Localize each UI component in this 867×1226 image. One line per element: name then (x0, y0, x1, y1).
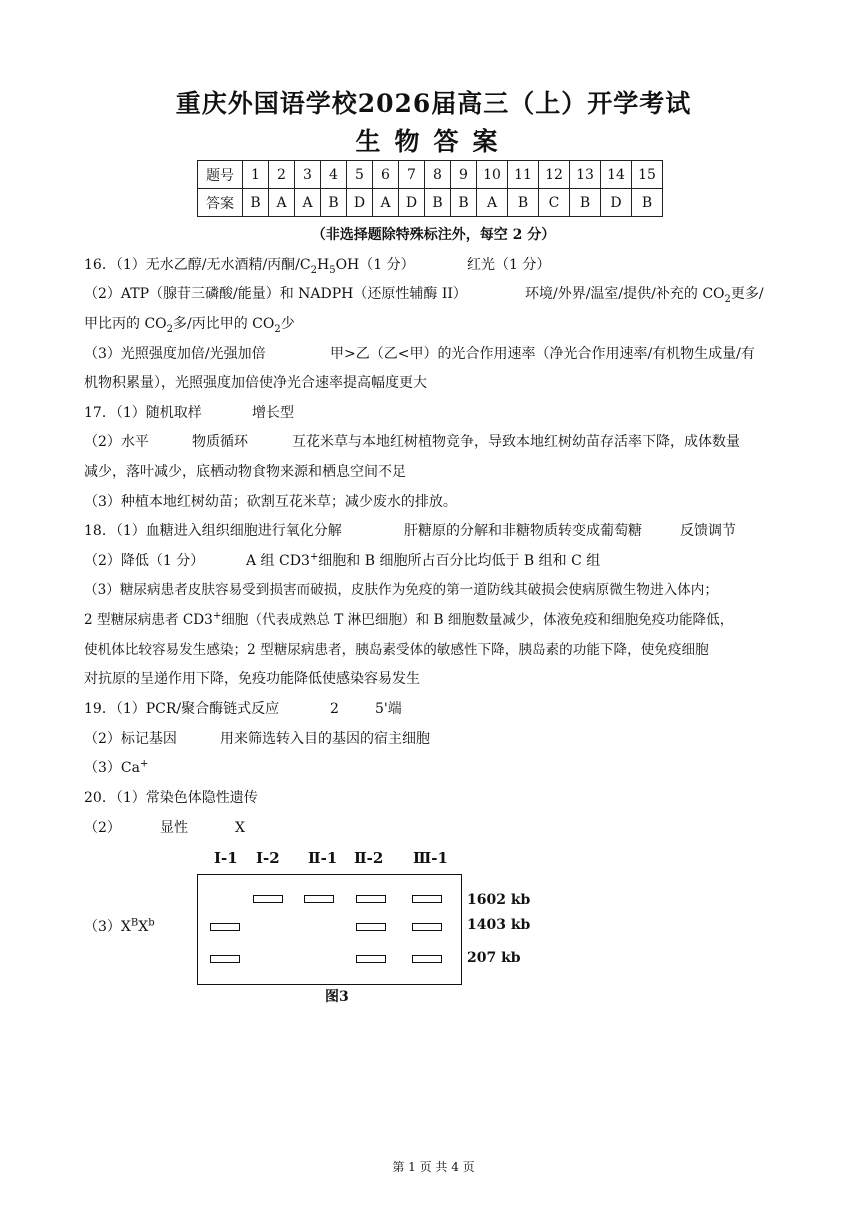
question-number-cell: 14 (601, 161, 632, 189)
size-marker-label: 1403 kb (467, 917, 531, 933)
question-number-cell: 2 (269, 161, 295, 189)
q17-line-4: （3）种植本地红树幼苗；砍割互花米草；减少废水的排放。 (84, 494, 457, 510)
question-number-cell: 11 (508, 161, 539, 189)
question-number-cell: 10 (477, 161, 508, 189)
answer-cell: A (477, 189, 508, 217)
q16-line-1: 16．（1）无水乙醇/无水酒精/丙酮$/C_2H_5OH(1$ 分） (84, 257, 415, 276)
answer-cell: C (539, 189, 570, 217)
question-number-cell: 6 (373, 161, 399, 189)
gel-band (412, 895, 442, 903)
size-marker-label: 207 kb (467, 950, 521, 966)
answer-cell: A (295, 189, 321, 217)
q19-line-1c: 5'端 (375, 701, 402, 717)
gel-band (356, 923, 386, 931)
gel-band (210, 955, 240, 963)
q20-line-2c: X (235, 820, 245, 836)
q16-line-3: 甲比丙的 $CO_2$多/丙比甲的 $CO_2$少 (84, 316, 295, 335)
gel-band (356, 895, 386, 903)
q20-line-2a: （2） (84, 820, 121, 836)
q17-line-3: 减少，落叶减少，底栖动物食物来源和栖息空间不足 (84, 464, 406, 480)
answer-cell: A (269, 189, 295, 217)
answer-row (198, 189, 663, 217)
answer-cell: B (425, 189, 451, 217)
q18-line-5: 使机体比较容易发生感染；2 型糖尿病患者，胰岛素受体的敏感性下降，胰岛素的功能下降，使免疫细胞 (84, 642, 709, 658)
size-marker-label: 1602 kb (467, 892, 531, 908)
q16-line-1-answer-2: 红光（1 分） (467, 257, 551, 273)
answer-cell: D (399, 189, 425, 217)
lane-label: Ⅰ-2 (256, 849, 280, 867)
q16-line-4b: 甲>乙（乙<甲）的光合作用速率（净光合作用速率/有机物生成量/有 (330, 346, 755, 362)
question-number-cell: 9 (451, 161, 477, 189)
gel-electrophoresis-box (197, 874, 462, 985)
answer-cell: B (570, 189, 601, 217)
q16-line-2b: 环境/外界/温室/提供/补充的 $CO_2$更多/ (525, 286, 764, 305)
exam-title: 重庆外国语学校2026届高三（上）开学考试 (175, 89, 692, 118)
q20-line-3: $(3)X^BX^b$ (84, 917, 155, 935)
lane-label: Ⅱ-1 (308, 849, 338, 867)
q16-line-2a: （2）ATP（腺苷三磷酸/能量）和 NADPH（还原性辅酶 II） (84, 286, 467, 302)
q19-line-3: （3）Ca+ (84, 758, 149, 776)
q18-line-1a: 18．（1）血糖进入组织细胞进行氧化分解 (84, 523, 342, 539)
q18-line-1c: 反馈调节 (680, 523, 736, 539)
answer-cell: B (451, 189, 477, 217)
q18-line-2a: （2）降低（1 分） (84, 553, 205, 569)
answer-cell: B (632, 189, 663, 217)
gel-band (304, 895, 334, 903)
answer-cell: B (243, 189, 269, 217)
lane-label: Ⅲ-1 (413, 849, 448, 867)
answer-cell: B (321, 189, 347, 217)
answer-subtitle: 生物答案 (355, 127, 512, 156)
q19-line-2a: （2）标记基因 (84, 731, 177, 747)
answer-cell: D (347, 189, 373, 217)
answer-cell: A (373, 189, 399, 217)
question-number-cell: 8 (425, 161, 451, 189)
q19-line-1b: 2 (330, 701, 339, 717)
question-number-cell: 4 (321, 161, 347, 189)
q20-line-2b: 显性 (160, 820, 188, 836)
gel-band (412, 923, 442, 931)
q19-line-1a: 19．（1）PCR/聚合酶链式反应 (84, 701, 280, 717)
question-number-cell: 15 (632, 161, 663, 189)
gel-band (210, 923, 240, 931)
q18-line-2b: A 组 CD3+细胞和 B 细胞所占百分比均低于 B 组和 C 组 (246, 551, 601, 569)
question-number-cell: 3 (295, 161, 321, 189)
question-number-cell: 12 (539, 161, 570, 189)
question-number-cell: 7 (399, 161, 425, 189)
lane-label: Ⅰ-1 (214, 849, 238, 867)
question-number-cell: 5 (347, 161, 373, 189)
scoring-note: （非选择题除特殊标注外，每空 2 分） (311, 227, 556, 243)
q17-line-2b: 物质循环 (192, 434, 248, 450)
lane-label: Ⅱ-2 (354, 849, 384, 867)
gel-band (253, 895, 283, 903)
gel-band (356, 955, 386, 963)
gel-band (412, 955, 442, 963)
q18-line-4: 2 型糖尿病患者 CD3+细胞（代表成熟总 T 淋巴细胞）和 B 细胞数量减少，体液免疫和细胞免疫功能降低， (84, 610, 734, 628)
q16-line-4a: （3）光照强度加倍/光强加倍 (84, 346, 266, 362)
figure-caption: 图3 (325, 989, 349, 1005)
answer-table (197, 160, 663, 217)
row-header-number: 题号 (198, 161, 243, 189)
q20-line-1: 20．（1）常染色体隐性遗传 (84, 790, 258, 806)
question-number-cell: 13 (570, 161, 601, 189)
q18-line-6: 对抗原的呈递作用下降，免疫功能降低使感染容易发生 (84, 671, 420, 687)
q16-line-5: 机物积累量），光照强度加倍使净光合速率提高幅度更大 (84, 375, 427, 391)
answer-cell: D (601, 189, 632, 217)
row-header-answer: 答案 (198, 189, 243, 217)
q17-line-1b: 增长型 (252, 405, 294, 421)
q19-line-2b: 用来筛选转入目的基因的宿主细胞 (220, 731, 430, 747)
answer-cell: B (508, 189, 539, 217)
question-number-cell: 1 (243, 161, 269, 189)
q17-line-1a: 17．（1）随机取样 (84, 405, 202, 421)
q17-line-2a: （2）水平 (84, 434, 149, 450)
q18-line-1b: 肝糖原的分解和非糖物质转变成葡萄糖 (404, 523, 642, 539)
page-footer: 第 1 页 共 4 页 (392, 1160, 475, 1174)
q18-line-3: （3）糖尿病患者皮肤容易受到损害而破损，皮肤作为免疫的第一道防线其破损会使病原微生物进入体内； (84, 582, 718, 598)
question-number-row (198, 161, 663, 189)
q17-line-2c: 互花米草与本地红树植物竞争，导致本地红树幼苗存活率下降，成体数量 (292, 434, 740, 450)
